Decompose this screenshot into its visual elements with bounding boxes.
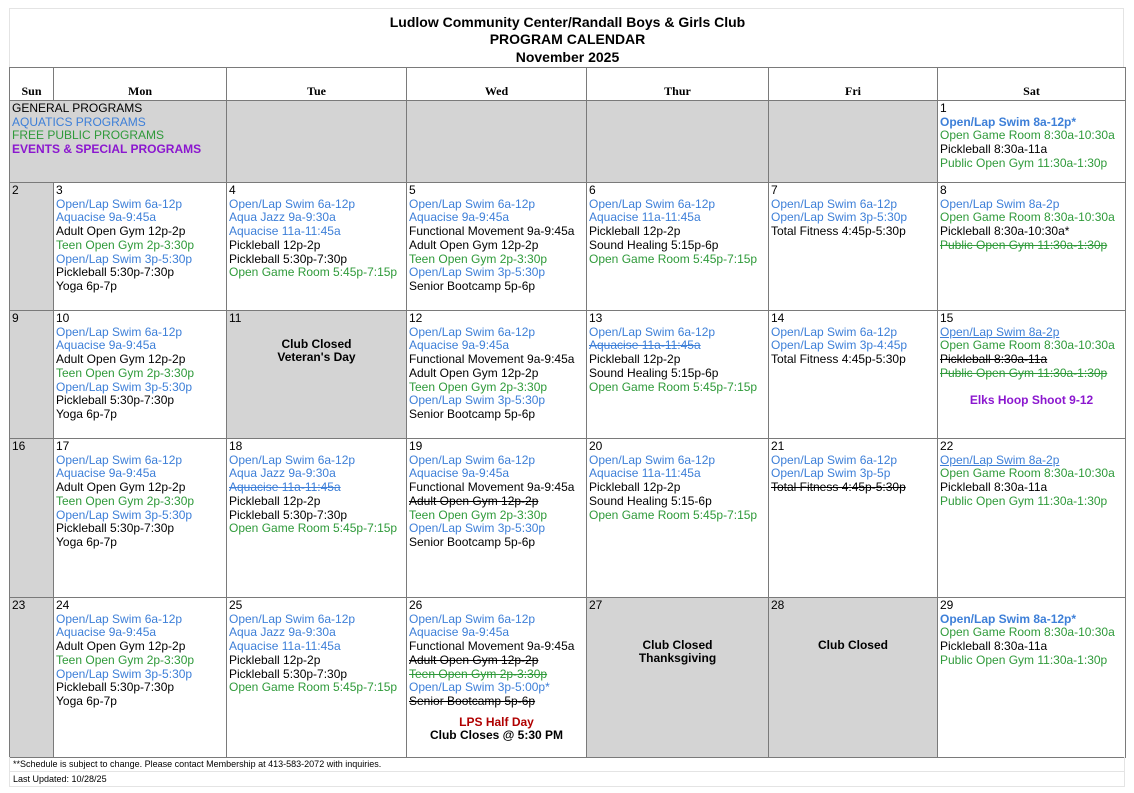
program-entry: Aqua Jazz 9a-9:30a (229, 625, 336, 640)
day-cell-26 (407, 598, 587, 758)
day-cell-18 (227, 439, 407, 598)
day-number: 9 (12, 311, 19, 325)
program-entry: Open Game Room 5:45p-7:15p (229, 521, 398, 536)
program-entry: Aquacise 9a-9:45a (56, 466, 157, 481)
day-number: 14 (771, 311, 785, 325)
day-cell-8 (938, 183, 1126, 311)
program-entry: Aquacise 11a-11:45a (229, 224, 341, 239)
program-entry: Teen Open Gym 2p-3:30p (409, 251, 548, 266)
program-entry: Open/Lap Swim 6a-12p (409, 196, 536, 211)
day-number: 8 (940, 183, 947, 197)
day-number: 15 (940, 311, 954, 325)
day-number: 5 (409, 183, 416, 197)
day-cell-24 (54, 598, 227, 758)
legend-item: EVENTS & SPECIAL PROGRAMS (12, 142, 202, 157)
day-number: 23 (12, 598, 26, 612)
program-entry: Total Fitness 4:45p-5:30p (771, 480, 906, 495)
weekday-thu: Thur (587, 68, 769, 101)
program-entry: Open/Lap Swim 6a-12p (771, 324, 898, 339)
program-entry: Open/Lap Swim 3p-5:30p (771, 210, 908, 225)
closure-note: Club Closed (281, 336, 352, 351)
program-entry: Teen Open Gym 2p-3:30p (56, 493, 195, 508)
weekday-mon: Mon (54, 68, 227, 101)
day-announcement: Club Closes @ 5:30 PM (429, 728, 564, 743)
program-entry: Open/Lap Swim 3p-5:30p (56, 666, 193, 681)
day-number: 13 (589, 311, 603, 325)
program-entry: Aqua Jazz 9a-9:30a (229, 466, 336, 481)
program-entry: Yoga 6p-7p (56, 693, 117, 708)
program-entry: Open/Lap Swim 3p-5:30p (56, 251, 193, 266)
program-entry: Open/Lap Swim 8a-2p (940, 452, 1060, 467)
program-entry: Pickleball 5:30p-7:30p (56, 521, 175, 536)
program-entry: Open/Lap Swim 6a-12p (56, 196, 183, 211)
program-entry: Functional Movement 9a-9:45a (409, 352, 575, 367)
day-cell-16 (10, 439, 54, 598)
program-entry: Pickleball 12p-2p (229, 652, 321, 667)
program-entry: Pickleball 12p-2p (589, 352, 681, 367)
program-entry: Open Game Room 8:30a-10:30a (940, 210, 1115, 225)
program-entry: Adult Open Gym 12p-2p (56, 224, 186, 239)
program-entry: Open/Lap Swim 8a-12p* (940, 611, 1077, 626)
program-entry: Open Game Room 5:45p-7:15p (229, 265, 398, 280)
program-entry: Functional Movement 9a-9:45a (409, 639, 575, 654)
weekday-header-row (10, 68, 1126, 101)
program-entry: Sound Healing 5:15p-6p (589, 237, 719, 252)
day-number: 2 (12, 183, 19, 197)
day-cell-4 (227, 183, 407, 311)
day-cell-29 (938, 598, 1126, 758)
empty-day-cell (769, 101, 938, 183)
program-entry: Open/Lap Swim 3p-5:30p (56, 379, 193, 394)
program-entry: Teen Open Gym 2p-3:30p (409, 507, 548, 522)
program-entry: Senior Bootcamp 5p-6p (409, 534, 536, 549)
program-entry: Pickleball 5:30p-7:30p (229, 251, 348, 266)
day-cell-2 (10, 183, 54, 311)
legend-item: GENERAL PROGRAMS (12, 101, 143, 115)
program-entry: Teen Open Gym 2p-3:30p (56, 237, 195, 252)
program-entry: Aquacise 9a-9:45a (56, 338, 157, 353)
day-cell-27 (587, 598, 769, 758)
weekday-tue: Tue (227, 68, 407, 101)
week-row (10, 439, 1126, 598)
week-row (10, 311, 1126, 439)
program-entry: Senior Bootcamp 5p-6p (409, 278, 536, 293)
day-cell-3 (54, 183, 227, 311)
day-number: 27 (589, 598, 603, 612)
program-entry: Teen Open Gym 2p-3:30p (409, 666, 548, 681)
program-entry: Pickleball 8:30a-11a (940, 352, 1048, 367)
program-entry: Aquacise 9a-9:45a (409, 625, 510, 640)
day-number: 24 (56, 598, 70, 612)
program-entry: Open/Lap Swim 3p-5:00p* (409, 680, 550, 695)
program-entry: Open Game Room 8:30a-10:30a (940, 338, 1115, 353)
program-entry: Sound Healing 5:15p-6p (589, 365, 719, 380)
day-cell-21 (769, 439, 938, 598)
program-entry: Total Fitness 4:45p-5:30p (771, 352, 906, 367)
day-number: 21 (771, 439, 785, 453)
day-number: 11 (229, 311, 242, 325)
program-entry: Open/Lap Swim 8a-2p (940, 196, 1060, 211)
week-row (10, 598, 1126, 758)
program-entry: Open/Lap Swim 6a-12p (771, 196, 898, 211)
program-entry: Open/Lap Swim 6a-12p (229, 611, 356, 626)
program-entry: Adult Open Gym 12p-2p (56, 639, 186, 654)
day-cell-9 (10, 311, 54, 439)
week-row (10, 101, 1126, 183)
calendar-header (9, 8, 1124, 67)
program-entry: Open/Lap Swim 6a-12p (229, 196, 356, 211)
program-entry: Open/Lap Swim 6a-12p (589, 196, 716, 211)
weekday-sat: Sat (938, 68, 1126, 101)
day-cell-10 (54, 311, 227, 439)
program-entry: Teen Open Gym 2p-3:30p (56, 652, 195, 667)
program-entry: Public Open Gym 11:30a-1:30p (940, 365, 1108, 380)
program-entry: Pickleball 8:30a-11a (940, 142, 1048, 157)
program-entry: Open/Lap Swim 6a-12p (771, 452, 898, 467)
program-entry: Pickleball 8:30a-11a (940, 639, 1048, 654)
day-cell-19 (407, 439, 587, 598)
day-cell-7 (769, 183, 938, 311)
program-entry: Senior Bootcamp 5p-6p (409, 693, 536, 708)
last-updated: Last Updated: 10/28/25 (13, 774, 107, 784)
program-entry: Open/Lap Swim 6a-12p (409, 324, 536, 339)
day-cell-20 (587, 439, 769, 598)
day-cell-12 (407, 311, 587, 439)
legend-item: AQUATICS PROGRAMS (12, 114, 146, 129)
weekday-wed: Wed (407, 68, 587, 101)
program-entry: Pickleball 8:30a-11a (940, 480, 1048, 495)
empty-day-cell (407, 101, 587, 183)
program-entry: Open/Lap Swim 3p-4:45p (771, 338, 908, 353)
program-entry: Open/Lap Swim 6a-12p (56, 611, 183, 626)
program-entry: Open Game Room 8:30a-10:30a (940, 466, 1115, 481)
program-entry: Aquacise 11a-11:45a (229, 480, 341, 495)
program-entry: Yoga 6p-7p (56, 534, 117, 549)
program-entry: Open/Lap Swim 6a-12p (56, 324, 183, 339)
day-number: 6 (589, 183, 596, 197)
day-cell-22 (938, 439, 1126, 598)
program-entry: Senior Bootcamp 5p-6p (409, 406, 536, 421)
day-number: 29 (940, 598, 954, 612)
program-entry: Pickleball 5:30p-7:30p (229, 507, 348, 522)
day-number: 26 (409, 598, 423, 612)
organization-title: Ludlow Community Center/Randall Boys & Girls Club (389, 14, 746, 30)
empty-day-cell (587, 101, 769, 183)
day-cell-25 (227, 598, 407, 758)
program-entry: Open Game Room 5:45p-7:15p (589, 507, 758, 522)
program-entry: Pickleball 12p-2p (229, 237, 321, 252)
day-number: 12 (409, 311, 423, 325)
program-entry: Aquacise 9a-9:45a (56, 210, 157, 225)
day-announcement: LPS Half Day (459, 714, 534, 729)
day-cell-11 (227, 311, 407, 439)
closure-note: Veteran's Day (277, 350, 356, 365)
calendar-grid (9, 67, 1126, 758)
day-number: 28 (771, 598, 785, 612)
calendar-title: PROGRAM CALENDAR (489, 31, 646, 47)
program-entry: Open/Lap Swim 3p-5:30p (56, 507, 193, 522)
program-entry: Adult Open Gym 12p-2p (409, 493, 539, 508)
program-entry: Pickleball 5:30p-7:30p (56, 393, 175, 408)
program-entry: Open/Lap Swim 3p-5:30p (409, 265, 546, 280)
program-entry: Adult Open Gym 12p-2p (409, 365, 539, 380)
empty-day-cell (227, 101, 407, 183)
program-entry: Aquacise 9a-9:45a (409, 338, 510, 353)
program-entry: Open/Lap Swim 3p-5p (771, 466, 891, 481)
day-cell-17 (54, 439, 227, 598)
program-entry: Aquacise 11a-11:45a (589, 210, 701, 225)
day-cell-23 (10, 598, 54, 758)
day-number: 25 (229, 598, 243, 612)
program-entry: Open/Lap Swim 6a-12p (589, 452, 716, 467)
program-legend (10, 101, 227, 183)
program-entry: Teen Open Gym 2p-3:30p (409, 379, 548, 394)
day-number: 7 (771, 183, 778, 197)
program-entry: Functional Movement 9a-9:45a (409, 480, 575, 495)
program-entry: Adult Open Gym 12p-2p (56, 480, 186, 495)
program-entry: Open Game Room 5:45p-7:15p (229, 680, 398, 695)
day-number: 17 (56, 439, 70, 453)
legend-item: FREE PUBLIC PROGRAMS (12, 128, 165, 143)
program-entry: Sound Healing 5:15-6p (589, 493, 712, 508)
day-number: 19 (409, 439, 423, 453)
program-entry: Open/Lap Swim 3p-5:30p (409, 521, 546, 536)
day-number: 20 (589, 439, 603, 453)
program-entry: Yoga 6p-7p (56, 278, 117, 293)
program-entry: Total Fitness 4:45p-5:30p (771, 224, 906, 239)
program-entry: Public Open Gym 11:30a-1:30p (940, 155, 1108, 170)
day-cell-6 (587, 183, 769, 311)
program-entry: Open/Lap Swim 8a-12p* (940, 114, 1077, 129)
program-entry: Aquacise 9a-9:45a (56, 625, 157, 640)
weekday-sun: Sun (10, 68, 54, 101)
day-number: 10 (56, 311, 70, 325)
program-entry: Open/Lap Swim 6a-12p (589, 324, 716, 339)
program-entry: Open/Lap Swim 6a-12p (56, 452, 183, 467)
program-entry: Pickleball 12p-2p (229, 493, 321, 508)
calendar-body (10, 101, 1126, 758)
program-entry: Open/Lap Swim 8a-2p (940, 324, 1060, 339)
program-entry: Adult Open Gym 12p-2p (409, 237, 539, 252)
program-entry: Open Game Room 8:30a-10:30a (940, 625, 1115, 640)
program-entry: Public Open Gym 11:30a-1:30p (940, 652, 1108, 667)
program-entry: Pickleball 12p-2p (589, 224, 681, 239)
program-entry: Aquacise 11a-11:45a (589, 466, 701, 481)
day-number: 16 (12, 439, 26, 453)
program-entry: Adult Open Gym 12p-2p (56, 352, 186, 367)
day-number: 4 (229, 183, 236, 197)
program-entry: Pickleball 8:30a-10:30a* (940, 224, 1070, 239)
program-entry: Pickleball 5:30p-7:30p (229, 666, 348, 681)
day-cell-14 (769, 311, 938, 439)
program-entry: Public Open Gym 11:30a-1:30p (940, 493, 1108, 508)
day-number: 18 (229, 439, 243, 453)
program-entry: Open Game Room 5:45p-7:15p (589, 251, 758, 266)
program-entry: Open Game Room 8:30a-10:30a (940, 128, 1115, 143)
program-entry: Yoga 6p-7p (56, 406, 117, 421)
program-entry: Aquacise 11a-11:45a (589, 338, 701, 353)
day-cell-1 (938, 101, 1126, 183)
day-number: 22 (940, 439, 954, 453)
week-row (10, 183, 1126, 311)
program-entry: Open/Lap Swim 3p-5:30p (409, 393, 546, 408)
month-title: November 2025 (515, 49, 620, 65)
program-entry: Open/Lap Swim 6a-12p (409, 452, 536, 467)
program-entry: Functional Movement 9a-9:45a (409, 224, 575, 239)
program-entry: Teen Open Gym 2p-3:30p (56, 365, 195, 380)
program-entry: Public Open Gym 11:30a-1:30p (940, 237, 1108, 252)
program-entry: Adult Open Gym 12p-2p (409, 652, 539, 667)
program-entry: Aquacise 9a-9:45a (409, 210, 510, 225)
closure-note: Club Closed (817, 637, 888, 652)
closure-note: Club Closed (642, 637, 713, 652)
program-entry: Aqua Jazz 9a-9:30a (229, 210, 336, 225)
day-cell-28 (769, 598, 938, 758)
schedule-note: **Schedule is subject to change. Please contact Membership at 413-583-2072 with inquiries. (13, 759, 382, 769)
weekday-fri: Fri (769, 68, 938, 101)
program-entry: Open/Lap Swim 6a-12p (229, 452, 356, 467)
day-cell-5 (407, 183, 587, 311)
program-entry: Pickleball 5:30p-7:30p (56, 265, 175, 280)
program-entry: Aquacise 9a-9:45a (409, 466, 510, 481)
program-entry: Aquacise 11a-11:45a (229, 639, 341, 654)
day-number: 1 (940, 101, 947, 115)
calendar-footer (9, 757, 1125, 787)
day-number: 3 (56, 183, 63, 197)
day-cell-13 (587, 311, 769, 439)
program-entry: Pickleball 5:30p-7:30p (56, 680, 175, 695)
closure-note: Thanksgiving (638, 651, 717, 666)
program-entry: Open/Lap Swim 6a-12p (409, 611, 536, 626)
special-event: Elks Hoop Shoot 9-12 (969, 392, 1094, 407)
program-entry: Open Game Room 5:45p-7:15p (589, 379, 758, 394)
day-cell-15 (938, 311, 1126, 439)
program-entry: Pickleball 12p-2p (589, 480, 681, 495)
